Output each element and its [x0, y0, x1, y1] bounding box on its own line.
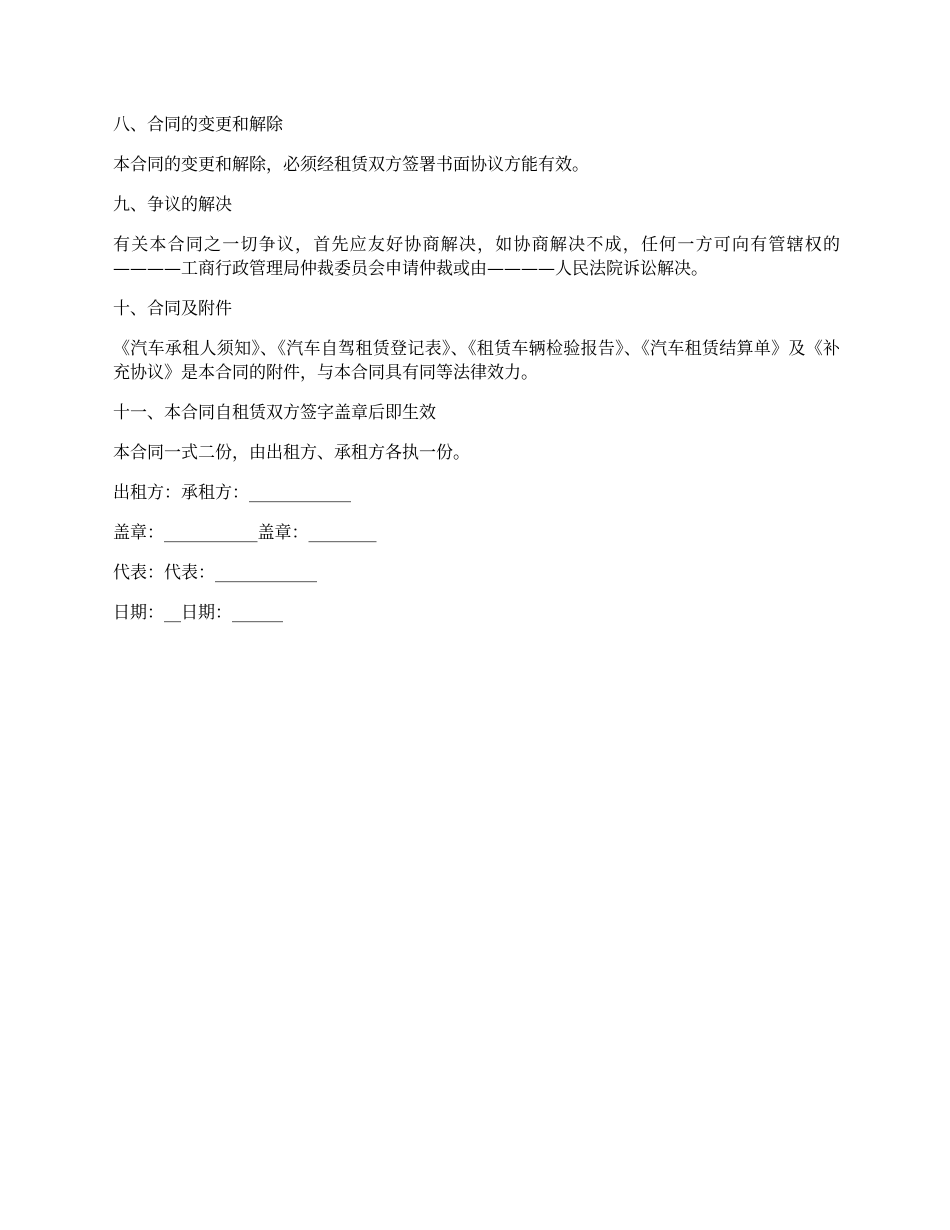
document-page	[113, 113, 840, 641]
section-body: 本合同一式二份，由出租方、承租方各执一份。	[113, 443, 470, 463]
signature-block	[113, 481, 840, 625]
signature-line-seal: 盖章：___________盖章：________	[113, 523, 377, 543]
section-heading: 十、合同及附件	[113, 299, 232, 319]
signature-line-representative: 代表：代表：____________	[113, 563, 317, 583]
section-dispute-resolution	[113, 193, 840, 281]
section-heading: 十一、本合同自租赁双方签字盖章后即生效	[113, 403, 436, 423]
section-contract-effective	[113, 401, 840, 465]
section-contract-modification	[113, 113, 840, 177]
section-body: 本合同的变更和解除，必须经租赁双方签署书面协议方能有效。	[113, 155, 589, 175]
section-heading: 八、合同的变更和解除	[113, 115, 283, 135]
signature-line-parties: 出租方：承租方：____________	[113, 483, 351, 503]
section-contract-attachments	[113, 297, 840, 385]
signature-line-date: 日期：__日期：______	[113, 603, 283, 623]
section-body: 有关本合同之一切争议，首先应友好协商解决，如协商解决不成，任何一方可向有管辖权的————工商行政管理局仲裁委员会申请仲裁或由————人民法院诉讼解决。	[113, 235, 840, 279]
section-heading: 九、争议的解决	[113, 195, 232, 215]
section-body: 《汽车承租人须知》、《汽车自驾租赁登记表》、《租赁车辆检验报告》、《汽车租赁结算单》及《补充协议》是本合同的附件，与本合同具有同等法律效力。	[113, 339, 840, 383]
